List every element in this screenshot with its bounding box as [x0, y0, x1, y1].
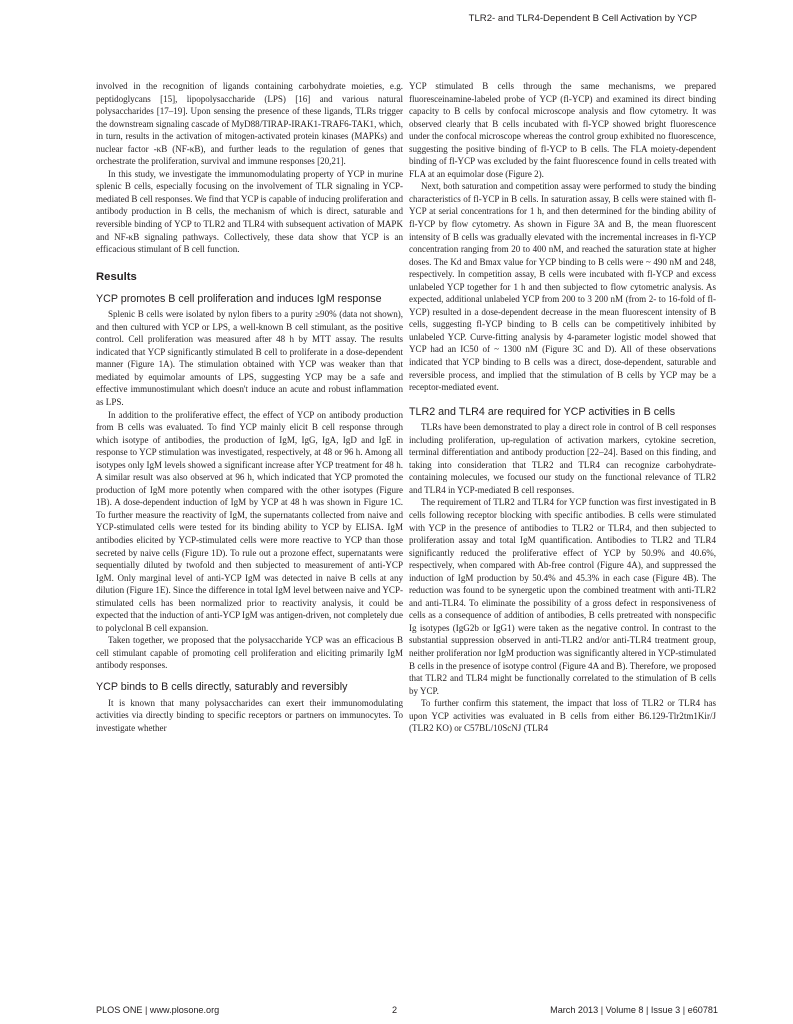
paragraph: YCP stimulated B cells through the same mechanisms, we prepared fluoresceinamine-labeled probe of YCP (fl-YCP) and examined its direct binding capacity to B cells by confocal microscope analysis and flow cytometry. It was observed clearly that B cells incubated with fl-YCP showed bright fluorescence under the confocal microscope whereas the control group exhibited no fluorescence, suggesting the positive binding of fl-YCP to B cells. The FLA moiety-dependent binding of fl-YCP was excluded by the faint fluorescence found in cells treated with FLA at an equimolar dose (Figure 2). — [409, 81, 716, 179]
paragraph: involved in the recognition of ligands containing carbohydrate moieties, e.g. peptidoglycans [15], lipopolysaccharide (LPS) [16] and various natural polysaccharides [17–19]. Upon sensing the presence of these ligands, TLRs trigger the downstream signaling cascade of MyD88/TIRAP-IRAK1-TRAF6-TAK1, which, in turn, results in the activation of mitogen-activated protein kinases (MAPKs) and nuclear factor -κB (NF-κB), and further leads to the regulation of genes that orchestrate the proliferation, survival and immune responses [20,21]. — [96, 81, 403, 167]
section-subheading: YCP binds to B cells directly, saturably and reversibly — [96, 681, 348, 694]
running-title: TLR2- and TLR4-Dependent B Cell Activation by YCP — [468, 13, 697, 24]
paragraph: Taken together, we proposed that the polysaccharide YCP was an efficacious B cell stimulant capable of promoting cell proliferation and eliciting primarily IgM antibody responses. — [96, 635, 403, 671]
paragraph: In this study, we investigate the immunomodulating property of YCP in murine splenic B cells, especially focusing on the involvement of TLR signaling in YCP-mediated B cell responses. We find that YCP is capable of inducing proliferation and antibody production in B cells, the mechanism of which is direct, saturable and reversible binding of YCP to TLR2 and TLR4 with subsequent activation of MAPK and NF-κB signaling pathways. Collectively, these data show that YCP is an efficacious stimulant of B cell function. — [96, 168, 403, 255]
results-heading: Results — [96, 270, 137, 283]
section-subheading: TLR2 and TLR4 are required for YCP activities in B cells — [409, 405, 676, 418]
paragraph: The requirement of TLR2 and TLR4 for YCP function was first investigated in B cells following receptor blocking with specific antibodies. B cells were stimulated with YCP in the presence of antibodies to TLR2 or TLR4, and then subjected to proliferation assay and total IgM quantification. Antibodies to TLR2 and TLR4 significantly reduced the proliferative effect of YCP by 50.9% and 40.6%, respectively, when compared with Ab-free control (Figure 4A), and suppressed the induction of IgM production by 50.4% and 45.3% in each case (Figure 4B). The reduction was found to be synergetic upon the combined treatment with anti-TLR2 and anti-TLR4. To eliminate the possibility of a gross defect in responsiveness of cells as a consequence of addition of antibodies, B cells pretreated with nonspecific Ig isotypes (IgG2b or IgG1) were taken as the negative control. In contrast to the substantial suppression observed in anti-TLR2 and/or anti-TLR4 treatment group, neither proliferation nor IgM production was significantly altered in YCP-stimulated B cells in the presence of isotype control (Figure 4A and B). Therefore, we proposed that TLR2 and TLR4 might be functionally correlated to the stimulation of B cells by YCP. — [409, 497, 716, 696]
footer-page-number: 2 — [392, 1005, 398, 1015]
section-subheading: YCP promotes B cell proliferation and induces IgM response — [96, 292, 382, 305]
paragraph: It is known that many polysaccharides can exert their immunomodulating activities via directly binding to specific receptors or partners on immunocytes. To investigate whether — [96, 697, 403, 733]
right-column — [409, 80, 716, 735]
footer-issue: March 2013 | Volume 8 | Issue 3 | e60781 — [550, 1005, 718, 1015]
paragraph: To further confirm this statement, the impact that loss of TLR2 or TLR4 has upon YCP activities was evaluated in B cells from either B6.129-Tlr2tm1Kir/J (TLR2 KO) or C57BL/10ScNJ (TLR4 — [409, 698, 716, 734]
footer-journal: PLOS ONE | www.plosone.org — [96, 1005, 220, 1015]
paragraph: Next, both saturation and competition assay were performed to study the binding characteristics of fl-YCP in B cells. In saturation assay, B cells were stained with fl-YCP at serial concentrations for 1 h, and then determined for the binding ability of fl-YCP by flow cytometry. As shown in Figure 3A and B, the mean fluorescent intensity of B cells was gradually elevated with the incremental increases in fl-YCP concentration ranging from 20 to 400 nM, and reached the saturation state at higher doses. The Kd and Bmax value for YCP binding to B cells were ~ 490 nM and 248, respectively. In competition assay, B cells were incubated with fl-YCP and excess unlabeled YCP together for 1 h and then subjected to flow cytometric analysis. As expected, additional unlabeled YCP from 200 to 3 200 nM (from 2- to 16-fold of fl-YCP) resulted in a dose-dependent decrease in the mean fluorescent intensity of B cells, suggesting fl-YCP binding to B cells can be competitively inhibited by unlabeled YCP. Curve-fitting analysis by 4-parameter logistic model showed that YCP had an IC50 of ~ 1300 nM (Figure 3C and D). All of these observations indicated that YCP binding to B cells was a direct, dose-dependent, saturable and reversible process, and implied that the stimulation of B cells by YCP may be a receptor-mediated event. — [409, 181, 716, 393]
paragraph: In addition to the proliferative effect, the effect of YCP on antibody production from B cells was evaluated. To find YCP mainly elicit B cell response through which isotype of antibodies, the production of IgM, IgG, IgA, IgD and IgE in response to YCP stimulation was investigated, respectively, at 48 or 96 h. Among all isotypes only IgM levels showed a significant increase after YCP treatment for 48 h. A similar result was also observed at 96 h, which indicated that YCP promoted the production of IgM more potently when compared with the other isotypes (Figure 1B). A dose-dependent induction of IgM by YCP at 48 h was shown in Figure 1C. To further measure the reactivity of IgM, the supernatants collected from naive and YCP-stimulated cells were tested for its binding ability to YCP by ELISA. IgM antibodies elicited by YCP-stimulated cells were more reactive to YCP than those secreted by naive cells (Figure 1D). To rule out a prozone effect, supernatants were sequentially diluted by twofold and then subjected to measurement of anti-YCP IgM. Only marginal level of anti-YCP IgM was detected in naive B cells at any dilution (Figure 1E). Since the difference in total IgM level between naive and YCP-stimulated cells has been normalized prior to reactivity analysis, it could be expected that the induction of anti-YCP IgM was antigen-driven, not completely due to polyclonal B cell expansion. — [96, 409, 403, 633]
paragraph: Splenic B cells were isolated by nylon fibers to a purity ≥90% (data not shown), and then cultured with YCP or LPS, a well-known B cell stimulant, as the positive control. Cell proliferation was measured after 48 h by MTT assay. The results indicated that YCP significantly stimulated B cell to proliferate in a dose-dependent manner (Figure 1A). The stimulation obtained with YCP was weaker than that mediated by equimolar amounts of LPS, suggesting YCP may be a safe and effective immunostimulant which doesn't induce an acute and robust inflammation as LPS. — [96, 309, 403, 407]
paragraph: TLRs have been demonstrated to play a direct role in control of B cell responses including proliferation, up-regulation of activation markers, cytokine secretion, terminal differentiation and antibody production [22–24]. Based on this finding, and taking into consideration that TLR2 and TLR4 can recognize carbohydrate-containing molecules, we focused our study on the functional relevance of TLR2 and TLR4 in YCP-mediated B cell responses. — [409, 422, 716, 495]
left-column — [96, 80, 403, 734]
